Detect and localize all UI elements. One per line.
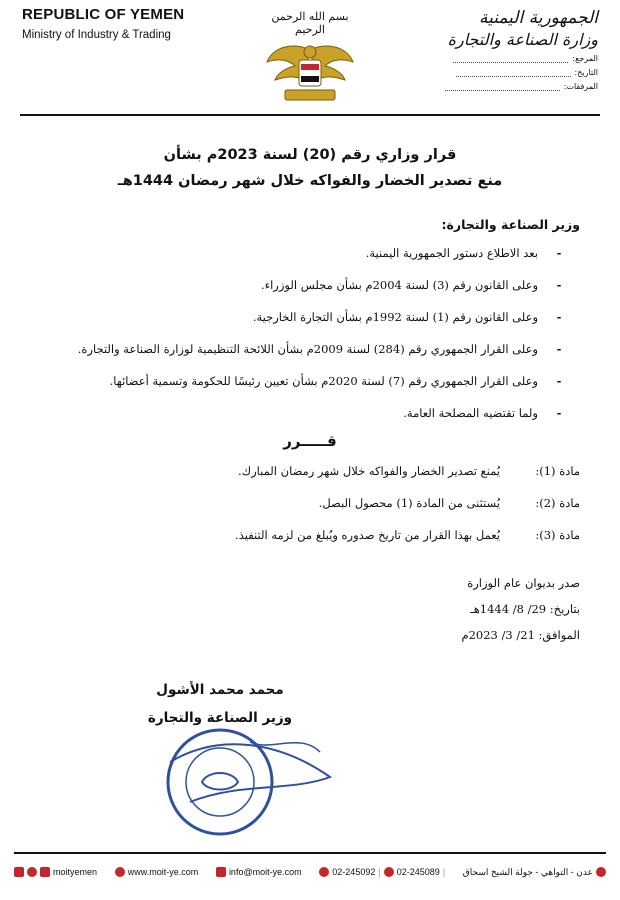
en-ministry: Ministry of Industry & Trading: [22, 29, 171, 41]
footer-divider: [14, 852, 606, 854]
eagle-emblem-icon: [255, 40, 365, 112]
issuance-block: [280, 576, 580, 654]
header-english: [22, 6, 222, 41]
location-icon: [596, 867, 606, 877]
address-text: عدن - التواهي - جولة الشيخ اسحاق: [462, 866, 593, 877]
attachments-label: المرفقات:: [563, 82, 598, 91]
ref-label: المرجع:: [572, 54, 598, 63]
decides-heading: قـــــرر: [283, 432, 337, 450]
ar-ministry: وزارة الصناعة والتجارة: [447, 30, 598, 49]
list-item: - وعلى القرار الجمهوري رقم (7) لسنة 2020م بشأن تعيين رئيسًا للحكومة وتسمية أعضائها.: [109, 374, 562, 388]
footer-email[interactable]: [216, 867, 302, 877]
header-divider: [20, 114, 600, 116]
phone-icon: [384, 867, 394, 877]
addressee: وزير الصناعة والتجارة:: [441, 217, 580, 232]
gregorian-date: الموافق: 21/ 3/ 2023م: [461, 628, 580, 642]
footer-social[interactable]: [14, 867, 97, 877]
list-item: - ولما تقتضيه المصلحة العامة.: [403, 406, 562, 420]
date-row: [408, 68, 598, 77]
facebook-icon: [27, 867, 37, 877]
footer-separator: |: [378, 867, 381, 877]
header-arabic: [408, 8, 598, 91]
articles: [40, 464, 580, 560]
website-text: www.moit-ye.com: [127, 867, 199, 877]
ar-country: الجمهورية اليمنية: [478, 8, 598, 28]
social-handle: moityemen: [53, 867, 98, 877]
signatory-name: محمد محمد الأشول: [156, 682, 284, 698]
phone-1: 02-245092: [332, 867, 376, 877]
attachments-row: [408, 82, 598, 91]
preamble-list: [40, 244, 580, 436]
email-icon: [216, 867, 226, 877]
article-1: مادة (1): يُمنع تصدير الخضار والفواكه خلال شهر رمضان المبارك.: [237, 464, 580, 478]
official-seal: [160, 722, 340, 846]
en-country: REPUBLIC OF YEMEN: [22, 6, 185, 23]
phone-icon: [319, 867, 329, 877]
list-item: - وعلى القانون رقم (1) لسنة 1992م بشأن التجارة الخارجية.: [252, 310, 562, 324]
list-item: - وعلى القرار الجمهوري رقم (284) لسنة 2009م بشأن اللائحة التنظيمية لوزارة الصناعة والتجارة.: [77, 342, 562, 356]
date-label: التاريخ:: [574, 68, 598, 77]
article-2: مادة (2): يُستثنى من المادة (1) محصول البصل.: [318, 496, 580, 510]
instagram-icon: [40, 867, 50, 877]
footer: [14, 862, 606, 882]
header-emblem-block: [255, 10, 365, 112]
footer-phones: [319, 867, 445, 877]
title-line-2: منع تصدير الخضار والفواكه خلال شهر رمضان 1444هـ: [117, 173, 503, 189]
list-item: - وعلى القانون رقم (3) لسنة 2004م بشأن مجلس الوزراء.: [261, 278, 562, 292]
phone-2: 02-245089: [396, 867, 440, 877]
footer-website[interactable]: [115, 867, 199, 877]
footer-address: [463, 867, 606, 878]
twitter-icon: [14, 867, 24, 877]
email-text: info@moit-ye.com: [228, 867, 302, 877]
list-item: - بعد الاطلاع دستور الجمهورية اليمنية.: [365, 246, 562, 260]
basmala: بسم الله الرحمن الرحيم: [271, 10, 349, 36]
globe-icon: [115, 867, 125, 877]
signatory-title: وزير الصناعة والتجارة: [147, 710, 293, 726]
hijri-date: بتاريخ: 29/ 8/ 1444هـ: [470, 602, 580, 616]
footer-separator: |: [442, 867, 446, 877]
title-line-1: قرار وزاري رقم (20) لسنة 2023م بشأن: [163, 147, 457, 163]
ref-row: [408, 54, 598, 63]
decision-title: [60, 142, 560, 194]
issued-at: صدر بديوان عام الوزارة: [467, 576, 580, 590]
article-3: مادة (3): يُعمل بهذا القرار من تاريخ صدوره ويُبلغ من لزمه التنفيذ.: [235, 528, 580, 542]
